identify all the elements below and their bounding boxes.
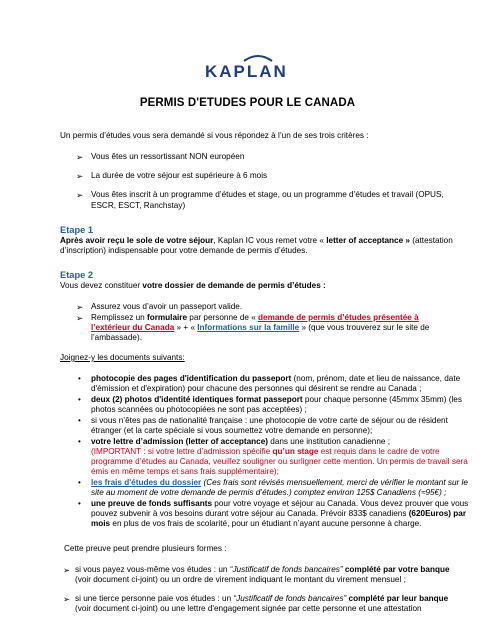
item2-c: par personne de « [187, 313, 259, 322]
link-exterieur-canada[interactable]: l’extérieur du Canada [91, 323, 175, 332]
etape-1-rest: , Kaplan IC vous remet votre « [213, 236, 324, 245]
form-1 [75, 565, 450, 576]
doc-4 [91, 437, 390, 448]
criterion-3-cont: ESCR, ESCT, Ranchstay) [91, 201, 186, 210]
doc-6-rest: pour votre voyage et séjour au Canada. Vous devez prouver que vous [212, 499, 469, 508]
etape-1-end: (attestation [409, 236, 453, 245]
item2-d: » + « [174, 323, 198, 332]
link-demande-permis[interactable]: demande de permis d’études présentée à [258, 313, 419, 322]
etape-1-heading: Etape 1 [60, 225, 94, 235]
doc-2-line-2: photos scannées ou photocopiées ne sont pas acceptées) ; [91, 405, 307, 414]
doc-4-r1b: qu’un stage [272, 447, 319, 456]
etape-2-intro [60, 281, 326, 292]
bullet-icon: • [78, 437, 81, 446]
form-2 [75, 594, 448, 605]
doc-4-bold: votre lettre d’admission (letter of acceptance) [91, 437, 268, 446]
arrow-bullet-icon: ➢ [76, 190, 84, 200]
arrow-bullet-icon: ➢ [63, 594, 71, 604]
doc-1-bold: photocopie des pages d'identification du passeport [91, 374, 292, 383]
doc-4-important-3: émis en même temps et sans frais supplémentaire); [91, 467, 279, 476]
form-1-a: si vous payez vous-même vos études : un [75, 565, 230, 574]
doc-5-rest: (Ces frais sont révisés mensuellement, merci de vérifier le montant sur le [201, 478, 468, 487]
doc-2 [91, 395, 462, 406]
form-2-bold: complété par leur banque [346, 594, 449, 603]
arrow-bullet-icon: ➢ [76, 302, 84, 312]
doc-6-l3a: mois [91, 519, 111, 528]
arrow-bullet-icon: ➢ [76, 313, 84, 323]
doc-4-important [91, 447, 440, 458]
doc-6-line-3 [91, 519, 421, 530]
page-title: PERMIS D'ETUDES POUR LE CANADA [139, 97, 356, 109]
doc-6-line-2 [91, 509, 466, 520]
criterion-2: La durée de votre séjour est supérieure à 6 mois [91, 171, 268, 180]
etape-1-letter: letter of acceptance » [326, 236, 410, 245]
form-1-line-2: (voir document ci-joint) ou un ordre de virement indiquant le montant du virement mensuel ; [75, 575, 406, 584]
arrow-bullet-icon: ➢ [63, 565, 71, 575]
criterion-3: Vous êtes inscrit à un programme d’études et stage, ou un programme d’études et travail (OPUS, [91, 190, 444, 199]
doc-4-important-2: programme d’études au Canada, veuillez souligner ou surligner cette mention. Un permis de travail sera [91, 457, 468, 466]
doc-3-line-2: étranger (et la carte spéciale si vous soumettez votre demande en personne); [91, 426, 373, 435]
forms-intro: Cette preuve peut prendre plusieurs formes : [64, 544, 227, 553]
doc-4-r1: (IMPORTANT : si votre lettre d’admission spécifie [91, 447, 273, 456]
etape-2-heading: Etape 2 [60, 270, 94, 280]
form-2-a: si une tierce personne paie vos études : un [75, 594, 234, 603]
logo-swoosh-icon [243, 53, 273, 62]
doc-2-bold: deux (2) photos d'identité identiques format passeport [91, 395, 303, 404]
form-1-italic: “Justificatif de fonds bancaires” [229, 565, 343, 574]
bullet-icon: • [78, 374, 81, 383]
bullet-icon: • [78, 499, 81, 508]
doc-6-l3b: en plus de vos frais de scolarité, pour un étudiant n’ayant aucune personne à charge. [110, 519, 422, 528]
etape-1-line-2: d’inscription) indispensable pour votre demande de permis d’études. [60, 246, 308, 255]
doc-6-bold: une preuve de fonds suffisants [91, 499, 213, 508]
form-1-bold: complété par votre banque [342, 565, 450, 574]
etape-1-line-1 [60, 236, 453, 247]
etape-2-item-1: Assurez vous d’avoir un passeport valide. [91, 302, 243, 311]
etape-2-item-2-line-2 [91, 323, 429, 334]
doc-6-l2a: pouvez subvenir à vos besoins durant votre séjour au Canada. Prévoir 833$ canadiens [91, 509, 409, 518]
item2-a: Remplissez un [91, 313, 147, 322]
doc-2-rest: pour chaque personne (45mmx 35mm) (les [302, 395, 462, 404]
doc-1-rest: (nom, prénom, date et lieu de naissance, date [291, 374, 461, 383]
arrow-bullet-icon: ➢ [76, 152, 84, 162]
doc-4-rest: dans une institution canadienne ; [268, 437, 390, 446]
link-frais-etudes[interactable]: les frais d'études du dossier [91, 478, 202, 487]
arrow-bullet-icon: ➢ [76, 171, 84, 181]
etape-1-bold: Après avoir reçu le sole de votre séjour [60, 236, 214, 245]
bullet-icon: • [78, 416, 81, 425]
etape-2-intro-bold: votre dossier de demande de permis d’études : [142, 281, 326, 290]
intro-text: Un permis d’études vous sera demandé si vous répondez à l’un de ses trois critères : [60, 131, 369, 140]
bullet-icon: • [78, 395, 81, 404]
doc-6 [91, 499, 468, 510]
doc-4-r1c: est requis dans le cadre de votre [318, 447, 440, 456]
item2-e: » (que vous trouverez sur le site de [299, 323, 430, 332]
doc-1 [91, 374, 460, 385]
bullet-icon: • [78, 478, 81, 487]
doc-5 [91, 478, 468, 489]
link-informations-famille[interactable]: Informations sur la famille [197, 323, 300, 332]
criterion-1: Vous êtes un ressortissant NON européen [91, 152, 245, 161]
docs-heading: Joignez-y les documents suivants: [60, 353, 185, 362]
etape-2-item-2 [91, 313, 419, 324]
item2-b: formulaire [146, 313, 188, 322]
doc-6-l2b: (620Euros) par [408, 509, 467, 518]
kaplan-logo [205, 53, 310, 85]
doc-1-line-2: d'émission et d'expiration) pour chacune des personnes qui désirent se rendre au Canada ; [91, 384, 422, 393]
logo-text: KAPLAN [205, 62, 288, 81]
form-2-italic: “Justificatif de fonds bancaires” [233, 594, 347, 603]
doc-3: si vous n’êtes pas de nationalité française : une photocopie de votre carte de séjour ou de résident [91, 416, 448, 425]
etape-2-item-2-line-3: l’ambassade). [91, 333, 142, 342]
form-2-line-2: (voir document ci-joint) ou une lettre d'engagement signée par cette personne et une attestation [75, 604, 422, 613]
doc-5-line-2: site au moment de votre demande de permis d’études.) comptez environ 125$ Canadiens (≈95€) ; [91, 488, 447, 497]
etape-2-intro-start: Vous devez constituer [60, 281, 143, 290]
